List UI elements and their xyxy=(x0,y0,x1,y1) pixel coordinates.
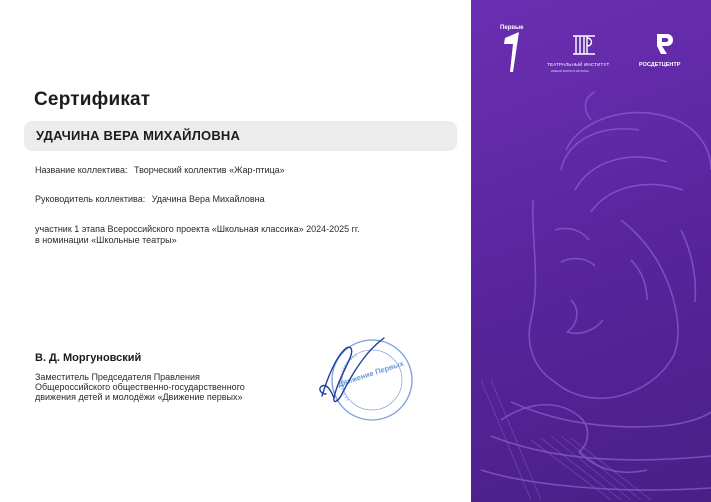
participation-description xyxy=(35,224,360,246)
first-movement-logo-icon xyxy=(501,30,523,74)
signer-name: В. Д. Моргуновский xyxy=(35,352,142,364)
description-line-1: участник 1 этапа Всероссийского проекта «Школьная классика» 2024-2025 гг. xyxy=(35,224,360,234)
collective-field xyxy=(35,165,285,175)
stamp-text: Движение Первых xyxy=(336,358,405,389)
leader-label: Руководитель коллектива: xyxy=(35,194,146,204)
seal-stamp-with-signature xyxy=(300,328,420,428)
rosdetcenter-logo-icon xyxy=(651,30,679,58)
leader-field xyxy=(35,194,265,204)
first-movement-logo-label: Первые xyxy=(500,25,524,31)
rosdetcenter-logo-label: РОСДЕТЦЕНТР xyxy=(639,62,681,68)
certificate-title: Сертификат xyxy=(34,89,151,110)
pushkin-portrait-lineart xyxy=(471,0,711,502)
description-line-2: в номинации «Школьные театры» xyxy=(35,235,177,245)
position-line-2: Общероссийского общественно-государственного xyxy=(35,382,245,392)
collective-label: Название коллектива: xyxy=(35,165,128,175)
recipient-name-bar xyxy=(24,121,457,151)
theatre-institute-logo-icon xyxy=(571,32,597,58)
leader-value: Удачина Вера Михайловна xyxy=(151,194,265,204)
signer-position xyxy=(35,372,295,402)
theatre-institute-logo-label: ТЕАТРАЛЬНЫЙ ИНСТИТУТ xyxy=(547,62,610,67)
recipient-name: УДАЧИНА ВЕРА МИХАЙЛОВНА xyxy=(36,128,241,143)
seal-stamp xyxy=(332,340,412,420)
purple-decorative-panel xyxy=(471,0,711,502)
theatre-institute-logo-sub: ИМЕНИ БОРИСА ЩУКИНА xyxy=(551,69,589,73)
position-line-1: Заместитель Председателя Правления xyxy=(35,372,200,382)
position-line-3: движения детей и молодёжи «Движение первых» xyxy=(35,392,243,402)
collective-value: Творческий коллектив «Жар-птица» xyxy=(133,165,285,175)
